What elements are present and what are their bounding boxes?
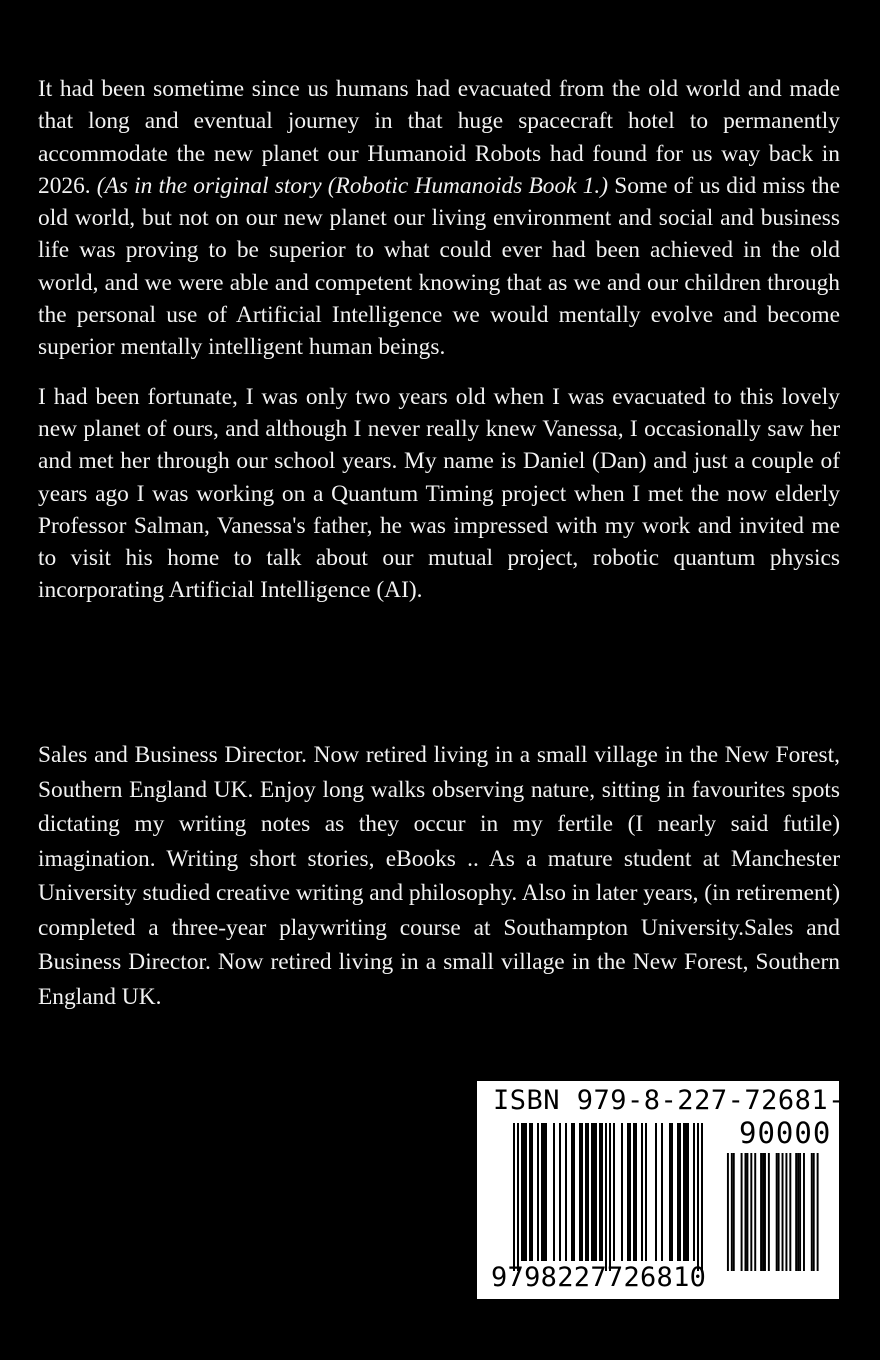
barcode-bar	[593, 1123, 595, 1261]
barcode-bar	[559, 1123, 561, 1261]
barcode-bar	[677, 1123, 679, 1261]
barcode-bar	[803, 1153, 805, 1271]
barcode-bar	[613, 1123, 615, 1261]
barcode-bar	[813, 1153, 815, 1271]
barcode-bar	[525, 1123, 527, 1261]
barcode-bar	[764, 1153, 766, 1271]
barcode-bar	[571, 1123, 573, 1261]
barcode-bar	[595, 1123, 597, 1261]
barcode-bar	[778, 1153, 780, 1271]
barcode-bar	[627, 1123, 629, 1261]
synopsis-text: Some of us did miss the old world, but not on our new planet our living environment and social and business life was proving to be superior to what could ever had been achieved in the old world, and we were able and competent knowing that as we and our children through the personal use of Artificial Intelligence we would mentally evolve and become superior mentally intelligent human beings.	[38, 172, 840, 361]
barcode-bar	[585, 1123, 587, 1261]
barcode-bar	[517, 1123, 519, 1271]
barcode-bar	[685, 1123, 687, 1261]
synopsis-paragraph-1	[38, 73, 840, 364]
barcode-bar	[768, 1153, 770, 1271]
barcode-bar	[733, 1153, 735, 1271]
barcode-bar	[745, 1153, 747, 1271]
barcode-bar	[754, 1153, 756, 1271]
barcode-bar	[601, 1123, 603, 1261]
barcode-bar	[621, 1123, 623, 1261]
barcode-bar	[797, 1153, 799, 1271]
barcode-bar	[541, 1123, 543, 1261]
barcode-bar	[529, 1123, 531, 1261]
barcode-bar	[629, 1123, 631, 1261]
barcode-bar	[687, 1123, 689, 1261]
synopsis-block	[38, 73, 840, 624]
author-bio	[38, 738, 840, 1014]
author-bio-text: Sales and Business Director. Now retired living in a small village in the New Forest, Southern England UK. Enjoy long walks observing nature, sitting in favourites spots dictating my writing notes as they occur in my fertile (I nearly said futile) imagination. Writing short stories, eBooks .. As a mature student at Manchester University studied creative writing and philosophy. Also in later years, (in retirement) completed a three-year playwriting course at Southampton University.Sales and Business Director. Now retired living in a small village in the New Forest, Southern England UK.	[38, 742, 841, 1010]
barcode-bar	[573, 1123, 575, 1261]
barcode-bar	[605, 1123, 607, 1271]
barcode-bar	[523, 1123, 525, 1261]
barcode-bar	[553, 1123, 555, 1261]
barcode-bar	[565, 1123, 567, 1261]
barcode-bar	[655, 1123, 657, 1261]
barcode-bar	[701, 1123, 703, 1271]
barcode-bar	[645, 1123, 647, 1261]
barcode-bar	[683, 1123, 685, 1261]
barcode-bar	[760, 1153, 762, 1271]
barcode-bar	[731, 1153, 733, 1271]
ean13-digits: 9798227726810	[491, 1262, 707, 1293]
barcode-bar	[633, 1123, 635, 1261]
barcode-bar	[799, 1153, 801, 1271]
barcode-bar	[609, 1123, 611, 1271]
barcode-bar	[746, 1153, 748, 1271]
barcode-bar	[693, 1123, 695, 1261]
barcode-bar	[750, 1153, 752, 1271]
barcode-bar	[599, 1123, 601, 1261]
barcode-bar	[661, 1123, 663, 1261]
barcode-bar	[591, 1123, 593, 1261]
barcode-bar	[513, 1123, 515, 1271]
barcode-bar	[727, 1153, 729, 1271]
barcode-bar	[545, 1123, 547, 1261]
barcode-bar	[697, 1123, 699, 1271]
barcode-bar	[531, 1123, 533, 1261]
barcode-bar	[795, 1153, 797, 1271]
synopsis-text: It had been sometime since us humans had evacuated from the old world and made that long and eventual journey in that huge spacecraft hotel to permanently accommodate the new planet our Humanoid Robots had found for us way back in 2026.	[38, 76, 840, 199]
barcode-bar	[669, 1123, 671, 1261]
synopsis-paragraph-2: I had been fortunate, I was only two years old when I was evacuated to this lovely new planet of ours, and although I never really knew Vanessa, I occasionally saw her and met her through our school years. My name is Daniel (Dan) and just a couple of years ago I was working on a Quantum Timing project when I met the now elderly Professor Salman, Vanessa's father, he was impressed with my work and invited me to visit his home to talk about our mutual project, robotic quantum physics incorporating Artificial Intelligence (AI).	[38, 383, 840, 604]
barcode-bar	[587, 1123, 589, 1261]
barcode-bar	[671, 1123, 673, 1261]
barcode-bar	[679, 1123, 681, 1261]
price-addon-code: 90000	[739, 1116, 832, 1150]
barcode-bar	[762, 1153, 764, 1271]
barcode-bar	[782, 1153, 784, 1271]
barcode-bar	[635, 1123, 637, 1261]
isbn-barcode	[477, 1081, 862, 1299]
barcode-bar	[789, 1153, 791, 1271]
barcode-bar	[817, 1153, 819, 1271]
isbn-label: ISBN 979-8-227-72681-0	[493, 1085, 862, 1116]
barcode-bar	[521, 1123, 523, 1261]
barcode-bar	[579, 1123, 581, 1261]
barcode-bar	[543, 1123, 545, 1261]
barcode-bar	[641, 1123, 643, 1261]
barcode-bar	[741, 1153, 743, 1271]
barcode-bar	[537, 1123, 539, 1261]
synopsis-italic-note: (As in the original story (Robotic Humanoids Book 1.)	[96, 172, 609, 199]
barcode-bar	[581, 1123, 583, 1261]
barcode-bar	[811, 1153, 813, 1271]
barcode-bar	[776, 1153, 778, 1271]
barcode-bar	[785, 1153, 787, 1271]
